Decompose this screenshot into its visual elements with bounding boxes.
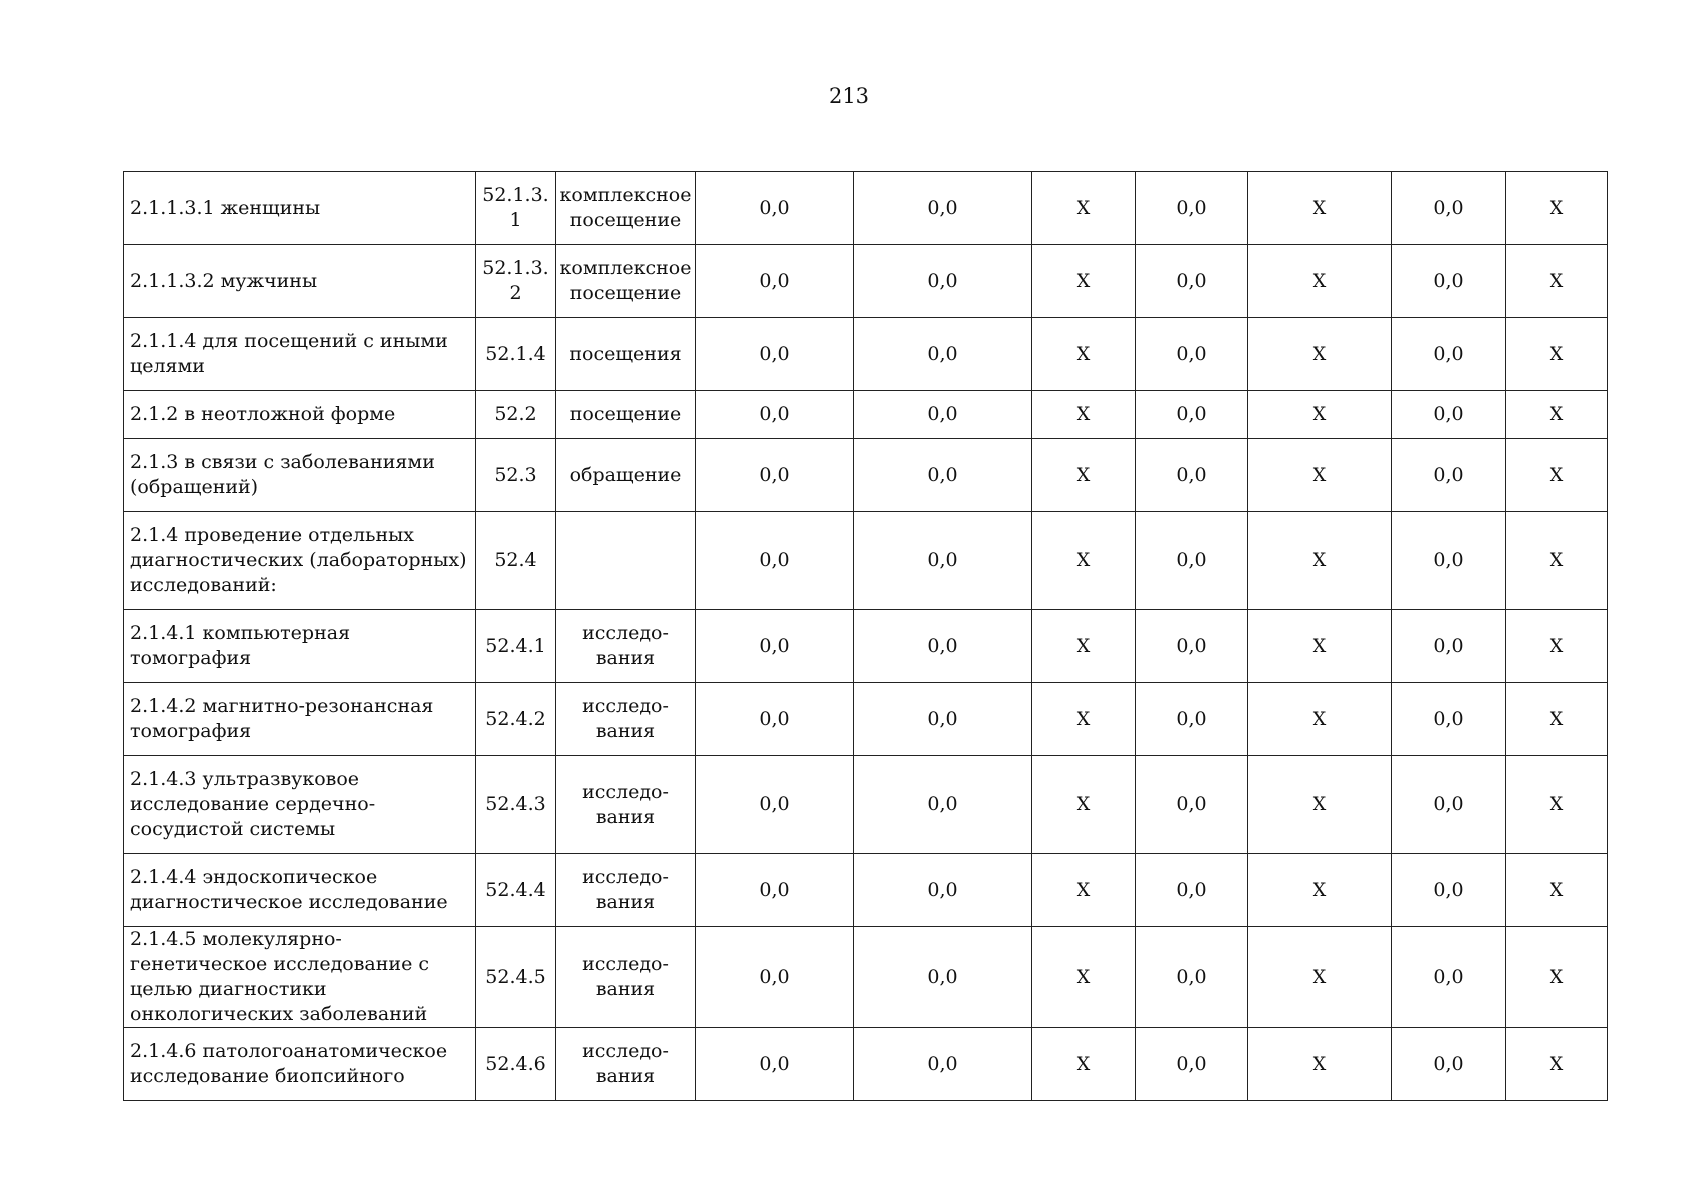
cell-value: 0,0 <box>1392 439 1506 512</box>
cell-value: 0,0 <box>1136 245 1248 318</box>
page-number: 213 <box>828 84 870 108</box>
cell-code-text: 52.1.3. 2 <box>482 257 549 304</box>
cell-name: 2.1.1.3.2 мужчины <box>124 245 476 318</box>
cell-name: 2.1.4.6 патологоанатомическое исследование биопсийного <box>124 1028 476 1101</box>
cell-name: 2.1.4.1 компьютерная томография <box>124 610 476 683</box>
cell-code: 52.4 <box>476 512 556 610</box>
cell-value: 0,0 <box>1392 391 1506 439</box>
cell-value: X <box>1506 927 1608 1028</box>
cell-name: 2.1.3 в связи с заболеваниями (обращений) <box>124 439 476 512</box>
cell-value: X <box>1506 610 1608 683</box>
table-row <box>124 245 1608 318</box>
table-row <box>124 391 1608 439</box>
cell-unit-text: исследо- вания <box>582 1040 669 1087</box>
cell-value: X <box>1506 172 1608 245</box>
cell-name: 2.1.4.5 молекулярно-генетическое исследование с целью диагностики онкологических заболеваний <box>124 927 476 1028</box>
cell-unit: комплексное посещение <box>556 172 696 245</box>
cell-code: 52.2 <box>476 391 556 439</box>
cell-value: 0,0 <box>1392 756 1506 854</box>
cell-value: 0,0 <box>696 391 854 439</box>
cell-value: X <box>1032 854 1136 927</box>
cell-value: X <box>1032 1028 1136 1101</box>
cell-unit <box>556 512 696 610</box>
cell-value: 0,0 <box>696 512 854 610</box>
cell-name: 2.1.1.4 для посещений с иными целями <box>124 318 476 391</box>
cell-value: X <box>1032 610 1136 683</box>
cell-unit-text: исследо- вания <box>582 695 669 742</box>
table-row <box>124 756 1608 854</box>
cell-unit: обращение <box>556 439 696 512</box>
cell-value: X <box>1248 245 1392 318</box>
table-row <box>124 610 1608 683</box>
cell-value: X <box>1248 927 1392 1028</box>
cell-value: 0,0 <box>1392 683 1506 756</box>
cell-value: 0,0 <box>1392 854 1506 927</box>
cell-code: 52.3 <box>476 439 556 512</box>
cell-value: 0,0 <box>696 439 854 512</box>
table-row <box>124 854 1608 927</box>
cell-unit-text: исследо- вания <box>582 953 669 1000</box>
cell-unit: комплексное посещение <box>556 245 696 318</box>
cell-unit <box>556 927 696 1028</box>
table-row <box>124 683 1608 756</box>
cell-value: X <box>1248 512 1392 610</box>
cell-value: X <box>1248 391 1392 439</box>
cell-value: 0,0 <box>1392 1028 1506 1101</box>
cell-code: 52.4.2 <box>476 683 556 756</box>
cell-value: 0,0 <box>696 245 854 318</box>
cell-value: X <box>1506 854 1608 927</box>
cell-value: X <box>1248 172 1392 245</box>
table-row <box>124 1028 1608 1101</box>
cell-value: 0,0 <box>854 683 1032 756</box>
cell-value: X <box>1032 439 1136 512</box>
cell-value: 0,0 <box>1136 318 1248 391</box>
cell-unit-text: исследо- вания <box>582 622 669 669</box>
cell-unit <box>556 1028 696 1101</box>
cell-value: 0,0 <box>1136 391 1248 439</box>
cell-value: X <box>1248 1028 1392 1101</box>
cell-value: 0,0 <box>854 756 1032 854</box>
cell-value: 0,0 <box>696 172 854 245</box>
cell-value: 0,0 <box>854 318 1032 391</box>
cell-value: 0,0 <box>854 439 1032 512</box>
cell-value: 0,0 <box>1392 927 1506 1028</box>
cell-name: 2.1.1.3.1 женщины <box>124 172 476 245</box>
cell-value: X <box>1032 683 1136 756</box>
cell-value: X <box>1506 439 1608 512</box>
cell-value: 0,0 <box>696 927 854 1028</box>
cell-value: X <box>1248 756 1392 854</box>
cell-value: 0,0 <box>854 245 1032 318</box>
cell-value: 0,0 <box>1136 1028 1248 1101</box>
cell-value: X <box>1248 610 1392 683</box>
cell-name: 2.1.2 в неотложной форме <box>124 391 476 439</box>
cell-code-text: 52.1.3. 1 <box>482 184 549 231</box>
cell-value: X <box>1506 1028 1608 1101</box>
cell-value: X <box>1032 245 1136 318</box>
cell-value: 0,0 <box>1136 610 1248 683</box>
cell-value: 0,0 <box>696 683 854 756</box>
cell-value: 0,0 <box>696 318 854 391</box>
cell-value: 0,0 <box>854 1028 1032 1101</box>
cell-name: 2.1.4.2 магнитно-резонансная томография <box>124 683 476 756</box>
table-row <box>124 318 1608 391</box>
cell-value: X <box>1032 172 1136 245</box>
cell-unit-text: исследо- вания <box>582 780 669 828</box>
cell-code <box>476 172 556 245</box>
cell-code: 52.4.3 <box>476 756 556 854</box>
cell-value: 0,0 <box>696 756 854 854</box>
cell-value: 0,0 <box>1136 927 1248 1028</box>
cell-value: 0,0 <box>854 927 1032 1028</box>
cell-code: 52.4.1 <box>476 610 556 683</box>
cell-value: 0,0 <box>854 172 1032 245</box>
cell-value: 0,0 <box>1392 318 1506 391</box>
cell-code <box>476 245 556 318</box>
cell-value: 0,0 <box>1392 245 1506 318</box>
cell-value: 0,0 <box>1136 683 1248 756</box>
cell-value: X <box>1032 927 1136 1028</box>
cell-value: 0,0 <box>1392 172 1506 245</box>
cell-value: X <box>1248 683 1392 756</box>
cell-value: 0,0 <box>854 391 1032 439</box>
cell-value: X <box>1248 854 1392 927</box>
cell-unit: посещение <box>556 391 696 439</box>
cell-code: 52.4.5 <box>476 927 556 1028</box>
cell-code: 52.4.6 <box>476 1028 556 1101</box>
data-table <box>123 171 1608 1101</box>
cell-value: 0,0 <box>1136 512 1248 610</box>
cell-value: 0,0 <box>696 854 854 927</box>
table-row <box>124 172 1608 245</box>
cell-value: X <box>1248 439 1392 512</box>
cell-value: X <box>1506 318 1608 391</box>
cell-value: X <box>1032 318 1136 391</box>
cell-value: 0,0 <box>1136 854 1248 927</box>
cell-value: 0,0 <box>854 854 1032 927</box>
cell-code: 52.1.4 <box>476 318 556 391</box>
cell-value: X <box>1506 391 1608 439</box>
cell-value: 0,0 <box>1136 439 1248 512</box>
cell-value: X <box>1506 756 1608 854</box>
cell-unit <box>556 756 696 854</box>
cell-value: X <box>1032 391 1136 439</box>
cell-name: 2.1.4.4 эндоскопическое диагностическое исследование <box>124 854 476 927</box>
cell-value: 0,0 <box>696 610 854 683</box>
table-row <box>124 439 1608 512</box>
cell-value: 0,0 <box>854 610 1032 683</box>
cell-value: 0,0 <box>854 512 1032 610</box>
cell-unit-text: исследо- вания <box>582 866 669 913</box>
cell-value: 0,0 <box>696 1028 854 1101</box>
cell-value: 0,0 <box>1136 756 1248 854</box>
cell-value: X <box>1506 245 1608 318</box>
cell-unit <box>556 610 696 683</box>
table-row <box>124 927 1608 1028</box>
cell-code: 52.4.4 <box>476 854 556 927</box>
cell-unit <box>556 683 696 756</box>
cell-name: 2.1.4.3 ультразвуковое исследование сердечно-сосудистой системы <box>124 756 476 854</box>
cell-value: X <box>1506 512 1608 610</box>
cell-unit: посещения <box>556 318 696 391</box>
table-row <box>124 512 1608 610</box>
cell-value: 0,0 <box>1392 610 1506 683</box>
cell-unit <box>556 854 696 927</box>
cell-name: 2.1.4 проведение отдельных диагностических (лабораторных) исследований: <box>124 512 476 610</box>
cell-value: X <box>1032 512 1136 610</box>
cell-value: X <box>1248 318 1392 391</box>
cell-value: X <box>1506 683 1608 756</box>
cell-value: X <box>1032 756 1136 854</box>
cell-value: 0,0 <box>1392 512 1506 610</box>
cell-value: 0,0 <box>1136 172 1248 245</box>
